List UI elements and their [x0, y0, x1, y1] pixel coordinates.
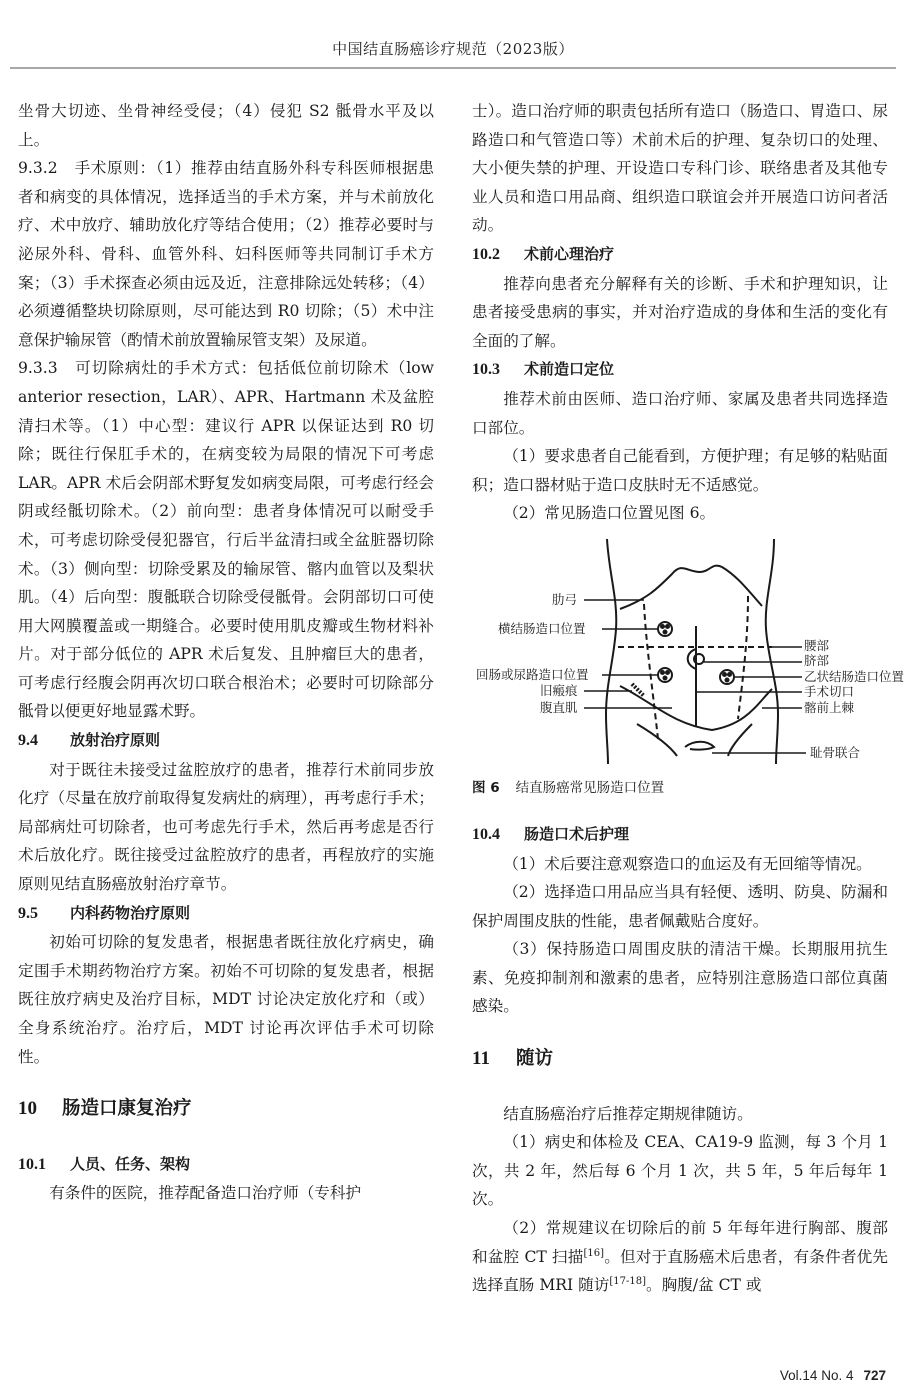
- groin-right: [728, 724, 752, 756]
- chapter-title: 随访: [516, 1048, 554, 1070]
- section-title: 放射治疗原则: [70, 731, 161, 750]
- rib-arch: [620, 566, 762, 609]
- label-ileal-urinary-stoma: 回肠或尿路造口位置: [476, 666, 589, 682]
- paragraph: （1）病史和体检及 CEA、CA19-9 监测，每 3 个月 1 次，共 2 年，然后每 6 个月 1 次，共 5 年，5 年后每年 1 次。: [472, 1133, 888, 1209]
- body-outline-right: [766, 539, 778, 764]
- label-transverse-stoma: 横结肠造口位置: [498, 620, 586, 636]
- chapter-number: 11: [472, 1048, 490, 1070]
- label-costal-arch: 肋弓: [552, 591, 578, 607]
- section-title: 术前心理治疗: [524, 244, 615, 263]
- citation-17-18[interactable]: [17-18]: [609, 1276, 646, 1288]
- chapter-heading-11: [472, 1045, 888, 1074]
- left-column: [18, 97, 434, 1208]
- paragraph: 有条件的医院，推荐配备造口治疗师（专科护: [49, 1184, 362, 1203]
- paragraph: （3）保持肠造口周围皮肤的清洁干燥。长期服用抗生素、免疫抑制剂和激素的患者，应特别注意肠造口部位真菌感染。: [472, 940, 888, 1016]
- section-title: 人员、任务、架构: [70, 1154, 191, 1173]
- paragraph: （1）要求患者自己能看到，方便护理；有足够的粘贴面积；造口器材贴于造口皮肤时无不适感觉。: [472, 447, 888, 494]
- transverse-stoma-marker: [658, 622, 672, 636]
- section-number: 9.5: [18, 904, 38, 922]
- volume-issue: Vol.14 No. 4: [779, 1368, 854, 1383]
- header-rule: [10, 67, 896, 69]
- body-outline-left: [606, 539, 616, 764]
- chapter-heading-10: [18, 1095, 434, 1124]
- paragraph: [472, 1214, 888, 1300]
- figure-6-stoma-sites: [472, 534, 905, 766]
- figure-caption-text: 结直肠癌常见肠造口位置: [515, 779, 665, 796]
- section-heading-9-5: [18, 899, 434, 929]
- paragraph: （1）术后要注意观察造口的血运及有无回缩等情况。: [503, 854, 872, 873]
- label-pubic-symphysis: 耻骨联合: [810, 744, 861, 760]
- paragraph: 对于既往未接受过盆腔放疗的患者，推荐行术前同步放化疗（尽量在放疗前取得复发病灶的病理），再考虑行手术；局部病灶可切除者，也可考虑先行手术，然后再考虑是否行术后放化疗。既往接受过盆腔放疗的患者，再程放疗的实施原则见结直肠癌放射治疗章节。: [18, 760, 434, 894]
- chapter-title: 肠造口康复治疗: [62, 1098, 192, 1120]
- paragraph: 推荐术前由医师、造口治疗师、家属及患者共同选择造口部位。: [472, 389, 888, 437]
- figure-caption: [472, 774, 888, 820]
- label-umbilicus: 脐部: [804, 652, 830, 668]
- text-run: 。但对于直肠癌术后患者，有条件者优先选择直肠 MRI 随访: [472, 1247, 888, 1295]
- ileal-stoma-marker: [658, 668, 672, 682]
- section-title: 内科药物治疗原则: [70, 903, 191, 922]
- section-title: 肠造口术后护理: [524, 824, 630, 843]
- figure-number: 图 6: [472, 779, 500, 796]
- paragraph: 推荐向患者充分解释有关的诊断、手术和护理知识，让患者接受患病的事实，并对治疗造成的身体和生活的变化有全面的了解。: [472, 274, 888, 350]
- paragraph: 结直肠癌治疗后推荐定期规律随访。: [503, 1104, 753, 1123]
- right-column: [472, 97, 905, 1300]
- paragraph-9-3-3: 9.3.3 可切除病灶的手术方式：包括低位前切除术（low anterior resection，LAR）、APR、Hartmann 术及盆腔清扫术等。（1）中心型：建议行 APR 以保证达到 R0 切除；既往行保肛手术的，在病变较为局限的情况下可考虑 LAR。APR 术后会阴部术野复发如病变局限，可考虑行经会阴或经骶切除术。（2）前向型：患者身体情况可以耐受手术，可考虑切除受侵犯器官，行后半盆清扫或全盆脏器切除术。（3）侧向型：切除受累及的输尿管、髂内血管以及梨状肌。（4）后向型：腹骶联合切除受侵骶骨。会阴部切口可使用大网膜覆盖或一期缝合。必要时使用肌皮瓣或生物材料补片。对于部分低位的 APR 术后复发、且肿瘤巨大的患者，可考虑行经腹会阴再次切口联合根治术；必要时可切除部分骶骨以便更好地显露术野。: [18, 359, 434, 721]
- section-number: 10.3: [472, 361, 500, 379]
- paragraph: 士）。造口治疗师的职责包括所有造口（肠造口、胃造口、尿路造口和气管造口等）术前术后的护理、复杂切口的处理、大小便失禁的护理、开设造口专科门诊、联络患者及其他专业人员和造口用品商、组织造口联谊会并开展造口访问者活动。: [472, 102, 888, 235]
- chapter-number: 10: [18, 1098, 37, 1120]
- sigmoid-stoma-marker: [720, 670, 734, 684]
- paragraph: 坐骨大切迹、坐骨神经受侵；（4）侵犯 S2 骶骨水平及以上。: [18, 102, 434, 149]
- rectus-line-left: [644, 604, 658, 739]
- section-heading-9-4: [18, 726, 434, 756]
- pubic-curve: [685, 742, 714, 750]
- section-number: 9.4: [18, 732, 38, 750]
- section-heading-10-2: [472, 240, 888, 270]
- citation-16[interactable]: [16]: [583, 1247, 605, 1259]
- rectus-line-right: [738, 596, 748, 719]
- running-head: 中国结直肠癌诊疗规范（2023版）: [332, 40, 574, 58]
- label-rectus: 腹直肌: [540, 699, 578, 715]
- paragraph: 初始可切除的复发患者，根据患者既往放化疗病史，确定围手术期药物治疗方案。初始不可切除的复发患者，根据既往放疗病史及治疗目标，MDT 讨论决定放化疗和（或）全身系统治疗。治疗后，MDT 讨论再次评估手术可切除性。: [18, 933, 434, 1066]
- paragraph-9-3-2: 9.3.2 手术原则：（1）推荐由结直肠外科专科医师根据患者和病变的具体情况，选择适当的手术方案，并与术前放化疗、术中放疗、辅助放化疗等结合使用；（2）推荐必要时与泌尿外科、骨科、血管外科、妇科医师等共同制订手术方案；（3）手术探查必须由远及近，注意排除远处转移；（4）必须遵循整块切除原则，尽可能达到 R0 切除；（5）术中注意保护输尿管（酌情术前放置输尿管支架）及尿道。: [18, 159, 434, 349]
- paragraph: （2）常见肠造口位置见图 6。: [503, 504, 716, 523]
- page-footer: [780, 1368, 886, 1383]
- page-number: 727: [863, 1368, 886, 1383]
- section-number: 10.4: [472, 825, 500, 843]
- label-waist: 腰部: [804, 637, 830, 653]
- label-incision: 手术切口: [804, 683, 855, 699]
- section-heading-10-3: [472, 355, 888, 385]
- section-heading-10-1: [18, 1150, 434, 1180]
- section-number: 10.1: [18, 1155, 46, 1173]
- section-title: 术前造口定位: [524, 360, 615, 379]
- section-heading-10-4: [472, 820, 888, 850]
- label-sigmoid-stoma: 乙状结肠造口位置: [804, 668, 905, 684]
- section-number: 10.2: [472, 245, 500, 263]
- label-asis: 髂前上棘: [804, 699, 855, 715]
- paragraph: （2）选择造口用品应当具有轻便、透明、防臭、防漏和保护周围皮肤的性能，患者佩戴贴合度好。: [472, 883, 888, 930]
- text-run: （2）常规建议在切除后的前 5 年每年进行胸部、腹部和盆腔 CT 扫描: [472, 1219, 888, 1266]
- label-old-scar: 旧瘢痕: [540, 682, 578, 698]
- text-run: 。胸腹/盆 CT 或: [646, 1276, 762, 1295]
